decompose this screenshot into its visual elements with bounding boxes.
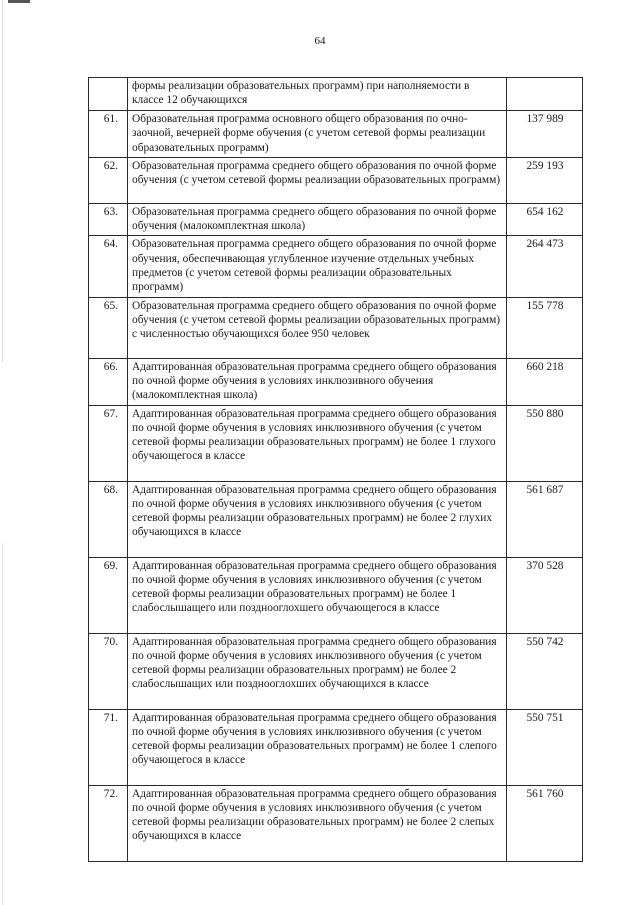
row-number: 68.: [89, 481, 128, 557]
program-name: Адаптированная образовательная программа среднего общего образования по очной форме обучения в условиях инклюзивного обучения (малокомплектная школа): [128, 358, 507, 405]
cost-value: 264 473: [507, 236, 583, 297]
cost-value: 370 528: [507, 557, 583, 633]
program-name: Адаптированная образовательная программа среднего общего образования по очной форме обучения в условиях инклюзивного обучения (с учетом сетевой формы реализации образовательных программ) не более 1 глухого обучающегося в классе: [128, 405, 507, 481]
program-name: формы реализации образовательных программ) при наполняемости в классе 12 обучающихся: [128, 78, 507, 111]
program-name: Образовательная программа среднего общего образования по очной форме обучения (с учетом сетевой формы реализации образовательных программ): [128, 157, 507, 203]
cost-value: [507, 78, 583, 111]
table-row: [89, 557, 583, 633]
program-name: Адаптированная образовательная программа среднего общего образования по очной форме обучения в условиях инклюзивного обучения (с учетом сетевой формы реализации образовательных программ) не более 2 слабослышащих или позднооглохших обучающихся в классе: [128, 633, 507, 709]
table-row: [89, 236, 583, 297]
table-row: [89, 297, 583, 358]
row-number: 71.: [89, 709, 128, 785]
program-name: Адаптированная образовательная программа среднего общего образования по очной форме обучения в условиях инклюзивного обучения (с учетом сетевой формы реализации образовательных программ) не более 1 слепого обучающегося в классе: [128, 709, 507, 785]
row-number: 69.: [89, 557, 128, 633]
cost-value: 550 880: [507, 405, 583, 481]
program-name: Адаптированная образовательная программа среднего общего образования по очной форме обучения в условиях инклюзивного обучения (с учетом сетевой формы реализации образовательных программ) не более 1 слабослышащего или позднооглохшего обучающегося в классе: [128, 557, 507, 633]
table-row: [89, 709, 583, 785]
scan-edge: [2, 0, 3, 905]
row-number: 72.: [89, 785, 128, 861]
cost-value: 259 193: [507, 157, 583, 203]
row-number: 64.: [89, 236, 128, 297]
row-number: 66.: [89, 358, 128, 405]
program-name: Образовательная программа основного общего образования по очно-заочной, вечерней форме обучения (с учетом сетевой формы реализации образовательных программ): [128, 111, 507, 158]
cost-value: 137 989: [507, 111, 583, 158]
row-number: 63.: [89, 203, 128, 236]
scan-artifact: [8, 0, 30, 3]
program-name: Образовательная программа среднего общего образования по очной форме обучения (с учетом сетевой формы реализации образовательных программ) с численностью обучающихся более 950 человек: [128, 297, 507, 358]
table-row: [89, 358, 583, 405]
program-cost-table: [88, 77, 583, 862]
table-row: [89, 481, 583, 557]
program-name: Образовательная программа среднего общего образования по очной форме обучения, обеспечивающая углубленное изучение отдельных учебных предметов (с учетом сетевой формы реализации образовательных программ): [128, 236, 507, 297]
row-number: [89, 78, 128, 111]
program-name: Образовательная программа среднего общего образования по очной форме обучения (малокомплектная школа): [128, 203, 507, 236]
table-row: [89, 785, 583, 861]
program-name: Адаптированная образовательная программа среднего общего образования по очной форме обучения в условиях инклюзивного обучения (с учетом сетевой формы реализации образовательных программ) не более 2 глухих обучающихся в классе: [128, 481, 507, 557]
cost-value: 561 687: [507, 481, 583, 557]
row-number: 70.: [89, 633, 128, 709]
row-number: 65.: [89, 297, 128, 358]
cost-value: 660 218: [507, 358, 583, 405]
table-row: [89, 405, 583, 481]
cost-value: 550 742: [507, 633, 583, 709]
page-number: 64: [314, 35, 326, 47]
program-name: Адаптированная образовательная программа среднего общего образования по очной форме обучения в условиях инклюзивного обучения (с учетом сетевой формы реализации образовательных программ) не более 2 слепых обучающихся в классе: [128, 785, 507, 861]
table-row: [89, 111, 583, 158]
row-number: 62.: [89, 157, 128, 203]
row-number: 67.: [89, 405, 128, 481]
row-number: 61.: [89, 111, 128, 158]
table-row: [89, 203, 583, 236]
table-row: [89, 78, 583, 111]
table-row: [89, 633, 583, 709]
cost-value: 155 778: [507, 297, 583, 358]
table-body: [89, 78, 583, 862]
cost-value: 550 751: [507, 709, 583, 785]
cost-value: 654 162: [507, 203, 583, 236]
cost-value: 561 760: [507, 785, 583, 861]
table-row: [89, 157, 583, 203]
